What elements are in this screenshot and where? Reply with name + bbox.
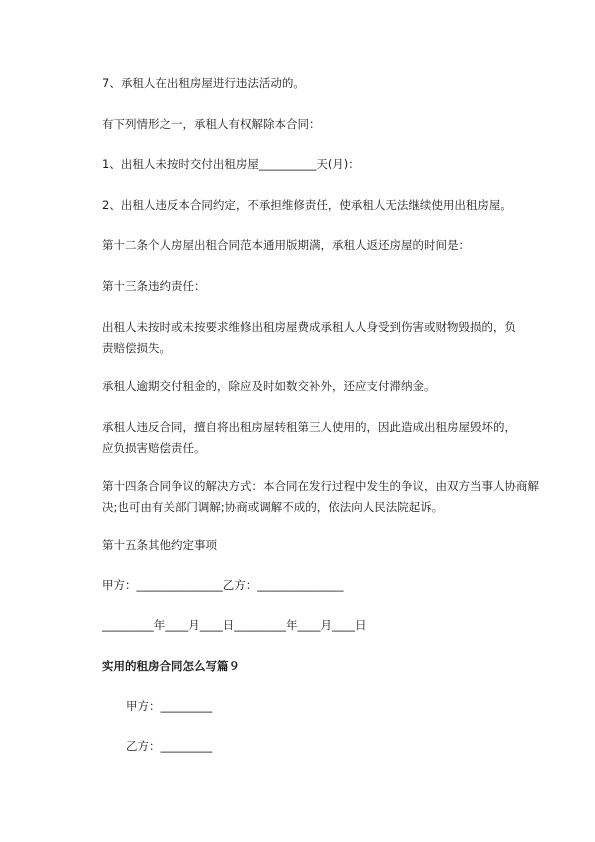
article-12: 第十二条个人房屋出租合同范本通用版期满，承租人返还房屋的时间是： xyxy=(102,238,470,252)
liability-lessor: 出租人未按时或未按要求维修出租房屋费成承租人人身受到伤害或财物毁损的，负责赔偿损失。 xyxy=(102,320,516,355)
termination-intro: 有下列情形之一，承租人有权解除本合同： xyxy=(102,117,321,131)
article-14: 第十四条合同争议的解决方式：本合同在发行过程中发生的争议，由双方当事人协商解决;也可由有关部门调解;协商或调解不成的，依法向人民法院起诉。 xyxy=(102,479,539,514)
liability-late-rent: 承租人逾期交付租金的，除应及时如数交补外，还应支付滞纳金。 xyxy=(102,379,436,393)
article-15: 第十五条其他约定事项 xyxy=(102,538,217,552)
article-13-heading: 第十三条违约责任： xyxy=(102,279,206,293)
section-title: 实用的租房合同怎么写篇９ xyxy=(102,659,240,673)
termination-item-2: 2、出租人违反本合同约定，不承担维修责任，使承租人无法继续使用出租房屋。 xyxy=(102,198,512,212)
liability-sublease: 承租人违反合同，擅自将出租房屋转租第三人使用的，因此造成出租房屋毁坏的，应负损害赔偿责任。 xyxy=(102,420,516,455)
date-line: _________年____月____日_________年____月____日 xyxy=(102,618,367,632)
party-b-field: 乙方：_________ xyxy=(126,739,213,753)
signature-line: 甲方：_______________乙方：_______________ xyxy=(102,578,344,592)
party-a-field: 甲方：_________ xyxy=(126,699,213,713)
clause-7: 7、承租人在出租房屋进行违法活动的。 xyxy=(102,76,305,90)
termination-item-1: 1、出租人未按时交付出租房屋__________天(月)： xyxy=(102,157,360,171)
